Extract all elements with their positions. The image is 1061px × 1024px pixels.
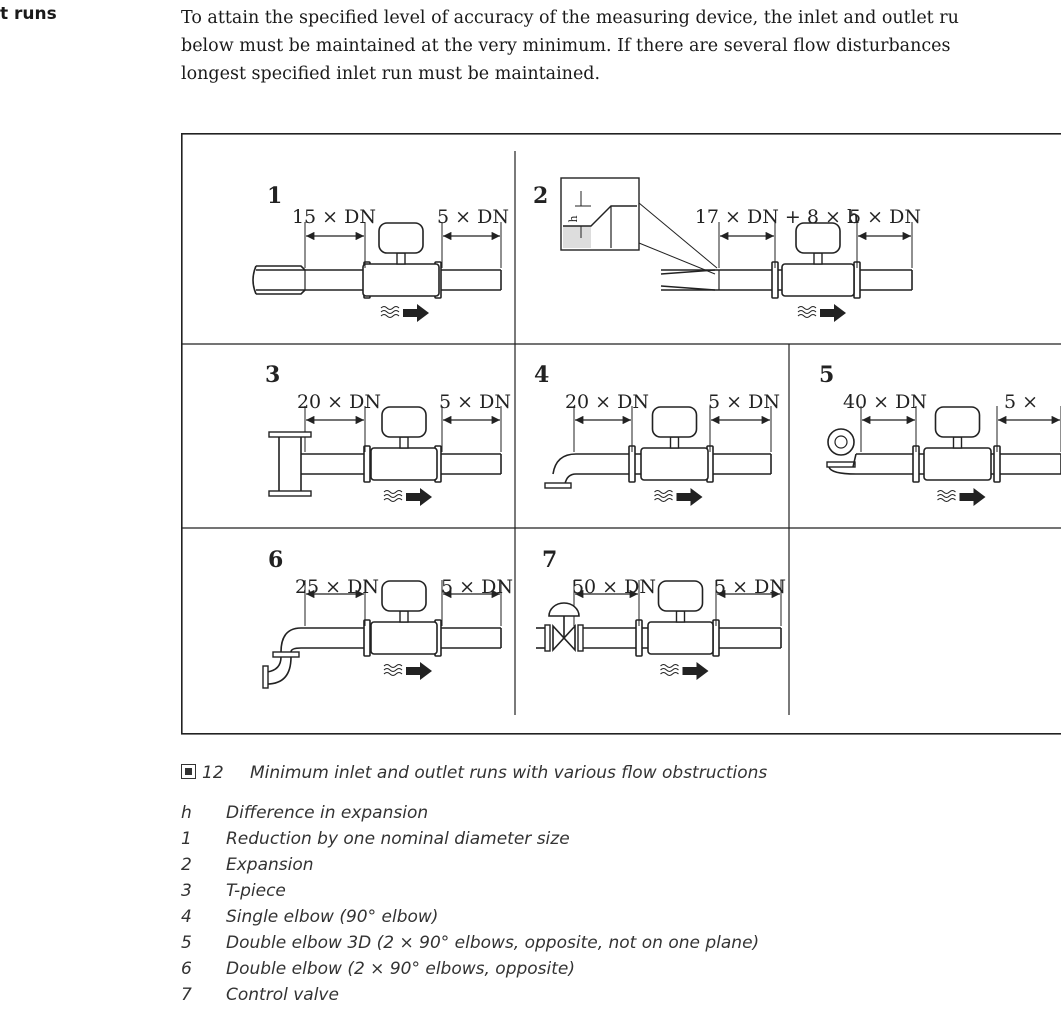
flow-wave xyxy=(655,495,673,498)
flow-direction-arrow xyxy=(683,662,709,680)
panel-2 xyxy=(533,178,921,322)
inlet-outlet-runs-figure xyxy=(181,133,1061,735)
legend-key: 7 xyxy=(181,985,192,1005)
legend-key: 4 xyxy=(181,907,192,927)
flow-wave xyxy=(655,499,673,502)
panel-number: 1 xyxy=(267,183,283,209)
flowmeter-neck xyxy=(954,437,962,448)
transmitter-housing xyxy=(382,581,426,611)
elbow-flange xyxy=(273,652,299,657)
figure-diagram xyxy=(181,133,1061,735)
figure-caption xyxy=(181,763,767,783)
flowmeter-body xyxy=(363,264,439,296)
legend-key: h xyxy=(181,803,192,823)
elbow-flange xyxy=(263,666,268,688)
outlet-run-label: 5 × DN xyxy=(849,206,921,228)
flowmeter-body xyxy=(924,448,991,480)
flow-wave xyxy=(384,673,402,676)
inlet-run-label: 17 × DN + 8 × h xyxy=(694,206,860,228)
double-elbow-upper xyxy=(281,628,301,652)
single-elbow xyxy=(553,454,576,484)
legend-text: Single elbow (90° elbow) xyxy=(226,907,439,927)
flow-wave xyxy=(381,311,399,314)
flowmeter-neck xyxy=(677,611,685,622)
panel-number: 3 xyxy=(265,362,281,388)
outlet-run-label: 5 × xyxy=(1003,391,1039,413)
flowmeter-neck xyxy=(397,253,405,264)
figure-number: 12 xyxy=(202,763,224,783)
legend-text: Control valve xyxy=(226,985,339,1005)
flow-direction-arrow xyxy=(677,488,703,506)
flow-wave xyxy=(655,491,673,494)
legend-key: 3 xyxy=(181,881,192,901)
legend-key: 5 xyxy=(181,933,192,953)
flowmeter-body xyxy=(648,622,713,654)
flow-wave xyxy=(384,495,402,498)
outlet-run-label: 5 × DN xyxy=(708,391,780,413)
transmitter-housing xyxy=(659,581,703,611)
figure-caption-text: Minimum inlet and outlet runs with various flow obstructions xyxy=(250,763,768,783)
flowmeter-body xyxy=(782,264,854,296)
intro-line: To attain the specified level of accuracy of the measuring device, the inlet and outlet ru xyxy=(181,8,959,28)
flow-wave xyxy=(384,665,402,668)
flow-wave xyxy=(798,307,816,310)
h-dimension-label: h xyxy=(567,215,580,223)
t-piece-branch xyxy=(279,436,301,492)
outlet-run-label: 5 × DN xyxy=(439,391,511,413)
double-elbow-3d-bore xyxy=(835,436,847,448)
panel-1 xyxy=(253,183,509,322)
flow-wave xyxy=(661,673,679,676)
t-piece-flange xyxy=(269,491,311,496)
flow-wave xyxy=(798,315,816,318)
flow-direction-arrow xyxy=(820,304,846,322)
detail-shading xyxy=(563,226,591,248)
legend-text: Difference in expansion xyxy=(226,803,429,823)
flowmeter-body xyxy=(371,622,437,654)
figure-icon xyxy=(181,764,196,779)
section-heading: t runs xyxy=(0,4,57,24)
panel-number: 6 xyxy=(268,547,284,573)
legend-text: T-piece xyxy=(226,881,286,901)
flow-wave xyxy=(384,669,402,672)
flow-direction-arrow xyxy=(960,488,986,506)
panel-number: 7 xyxy=(542,547,558,573)
flow-wave xyxy=(938,491,956,494)
flow-wave xyxy=(661,669,679,672)
panel-7 xyxy=(536,547,786,680)
flow-wave xyxy=(938,499,956,502)
panel-number: 5 xyxy=(819,362,835,388)
intro-line: longest specified inlet run must be maintained. xyxy=(181,64,601,84)
elbow-flange xyxy=(827,462,855,467)
legend-key: 2 xyxy=(181,855,192,875)
expansion xyxy=(661,270,715,290)
flow-wave xyxy=(798,311,816,314)
legend-key: 6 xyxy=(181,959,192,979)
panel-6 xyxy=(263,547,513,688)
inlet-run-label: 25 × DN xyxy=(294,576,380,598)
flow-wave xyxy=(938,495,956,498)
panel-5 xyxy=(819,362,1061,506)
legend-key: 1 xyxy=(181,829,192,849)
inlet-run-label: 15 × DN xyxy=(291,206,377,228)
legend-text: Reduction by one nominal diameter size xyxy=(226,829,570,849)
legend-text: Expansion xyxy=(226,855,314,875)
panel-3 xyxy=(265,362,511,506)
flowmeter-neck xyxy=(814,253,822,264)
flowmeter-body xyxy=(641,448,708,480)
flow-direction-arrow xyxy=(406,488,432,506)
transmitter-housing xyxy=(379,223,423,253)
panel-number: 2 xyxy=(533,183,549,209)
flow-wave xyxy=(384,499,402,502)
flow-wave xyxy=(381,307,399,310)
inlet-run-label: 20 × DN xyxy=(564,391,650,413)
elbow-flange xyxy=(545,483,571,488)
legend-text: Double elbow 3D (2 × 90° elbows, opposite, not on one plane) xyxy=(226,933,760,953)
pipe-break xyxy=(253,266,256,294)
inlet-run-label: 20 × DN xyxy=(296,391,382,413)
flowmeter-neck xyxy=(400,437,408,448)
inlet-run-label: 50 × DN xyxy=(571,576,657,598)
legend-text: Double elbow (2 × 90° elbows, opposite) xyxy=(226,959,576,979)
flow-direction-arrow xyxy=(403,304,429,322)
flow-wave xyxy=(381,315,399,318)
flowmeter-body xyxy=(371,448,437,480)
double-elbow-lower xyxy=(267,657,291,684)
intro-paragraph xyxy=(181,4,1041,88)
flow-wave xyxy=(384,491,402,494)
transmitter-housing xyxy=(382,407,426,437)
intro-line: below must be maintained at the very minimum. If there are several flow disturbances xyxy=(181,36,951,56)
valve-flange xyxy=(545,625,550,651)
transmitter-housing xyxy=(653,407,697,437)
outlet-run-label: 5 × DN xyxy=(441,576,513,598)
panel-4 xyxy=(534,362,780,506)
flowmeter-neck xyxy=(671,437,679,448)
flow-wave xyxy=(661,665,679,668)
valve-flange xyxy=(578,625,583,651)
panel-number: 4 xyxy=(534,362,550,388)
outlet-run-label: 5 × DN xyxy=(437,206,509,228)
t-piece-flange xyxy=(269,432,311,437)
double-elbow-3d-bend xyxy=(828,429,854,455)
flow-direction-arrow xyxy=(406,662,432,680)
flowmeter-neck xyxy=(400,611,408,622)
inlet-run-label: 40 × DN xyxy=(842,391,928,413)
transmitter-housing xyxy=(936,407,980,437)
outlet-run-label: 5 × DN xyxy=(714,576,786,598)
